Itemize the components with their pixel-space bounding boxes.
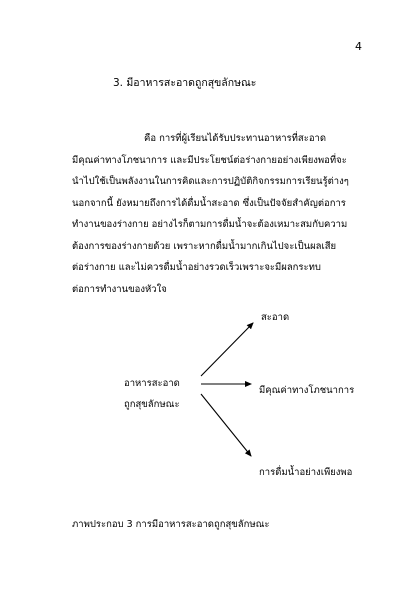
paragraph-line: มีคุณค่าทางโภชนาการ และมีประโยชน์ต่อร่างกายอย่างเพียงพอที่จะ [72,154,347,166]
paragraph-line: คือ การที่ผู้เรียนได้รับประทานอาหารที่สะอาด [144,133,327,144]
paragraph-line: ทำงานของร่างกาย อย่างไรก็ตามการดื่มน้ำจะต้องเหมาะสมกับความ [72,219,348,230]
diagram-target-nutrition: มีคุณค่าทางโภชนาการ [259,385,355,396]
page-number: 4 [355,40,362,53]
diagram-target-clean: สะอาด [261,312,290,323]
paragraph-line: นำไปใช้เป็นพลังงานในการคิดและการปฏิบัติกิจกรรมการเรียนรู้ต่างๆ [72,176,349,187]
diagram-target-water: การดื่มน้ำอย่างเพียงพอ [259,467,353,478]
arrow-to-water [201,394,251,456]
paragraph-line: ต่อการทำงานของหัวใจ [72,283,167,295]
paragraph-line: ต้องการของร่างกายด้วย เพราะหากดื่มน้ำมากเกินไปจะเป็นผลเสีย [72,240,337,252]
paragraph-line: ต่อร่างกาย และไม่ควรดื่มน้ำอย่างรวดเร็วเพราะจะมีผลกระทบ [72,262,321,273]
diagram-source-line1: อาหารสะอาด [124,378,180,389]
diagram-source-line2: ถูกสุขลักษณะ [124,399,180,410]
section-heading: 3. มีอาหารสะอาดถูกสุขลักษณะ [113,77,257,89]
arrow-to-clean [201,323,253,376]
paragraph-line: นอกจากนี้ ยังหมายถึงการได้ดื่มน้ำสะอาด ซึ่งเป็นปัจจัยสำคัญต่อการ [72,197,346,209]
figure-caption: ภาพประกอบ 3 การมีอาหารสะอาดถูกสุขลักษณะ [72,519,270,530]
